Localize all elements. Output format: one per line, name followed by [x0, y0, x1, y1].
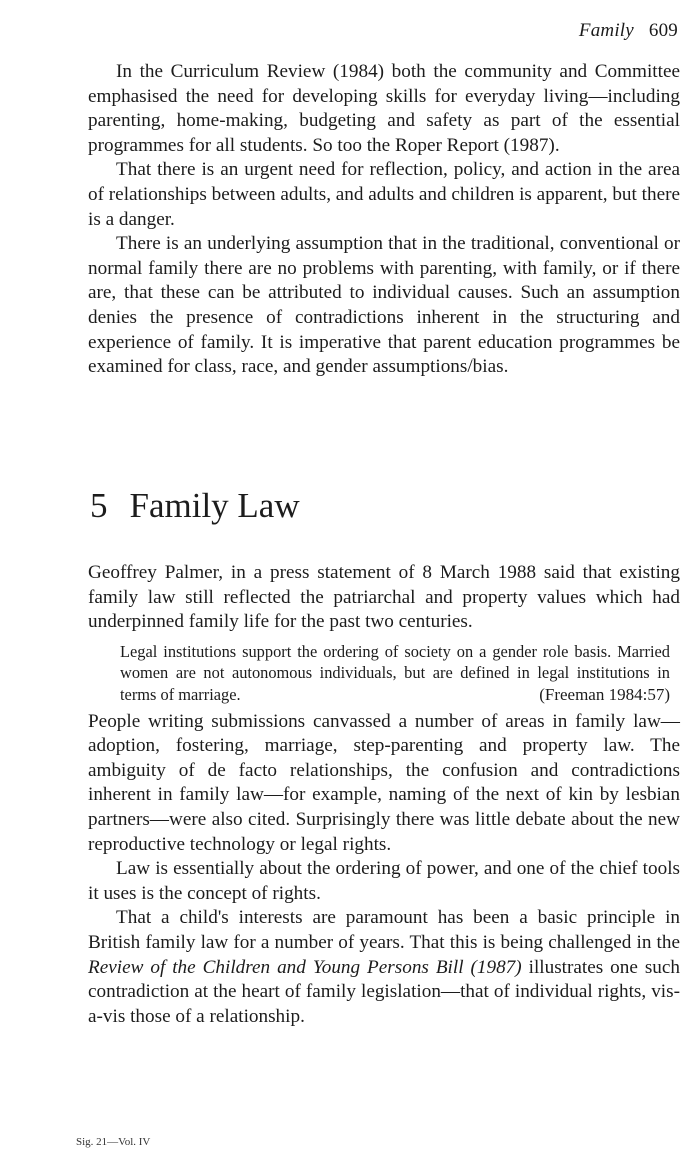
- section-heading: [90, 484, 300, 528]
- paragraph: People writing submissions canvassed a number of areas in family law—adoption, fostering, marriage, step-parenting and property law. The ambiguity of de facto relationships, the confusion and contradictions inherent in family law—for example, naming of the next of kin by lesbian partners—were also cited. Surprisingly there was little debate about the new reproductive technology or legal rights.: [88, 710, 680, 855]
- paragraph: Law is essentially about the ordering of power, and one of the chief tools it uses is the concept of rights.: [88, 858, 680, 904]
- section-body: [88, 561, 680, 1029]
- paragraph: Geoffrey Palmer, in a press statement of 8 March 1988 said that existing family law still reflected the patriarchal and property values which had underpinned family life for the past two centuries.: [88, 562, 680, 633]
- paragraph: [88, 906, 680, 1029]
- signature-mark: Sig. 21—Vol. IV: [76, 1136, 151, 1148]
- running-head-title: Family: [578, 20, 634, 41]
- paragraph: In the Curriculum Review (1984) both the community and Committee emphasised the need for developing skills for everyday living—including parenting, home-making, budgeting and safety as part of the essential programmes for all students. So too the Roper Report (1987).: [88, 61, 680, 156]
- page-number: 609: [648, 20, 678, 41]
- section-title: Family Law: [129, 486, 300, 525]
- running-head: [579, 20, 678, 42]
- paragraph-text: illustrates one such contradiction at the heart of family legislation—that of individual rights, vis-a-vis those of a relationship.: [88, 956, 680, 1027]
- quote-citation: (Freeman 1984:57): [539, 684, 670, 704]
- paragraph: That there is an urgent need for reflection, policy, and action in the area of relationships between adults, and adults and children is apparent, but there is a danger.: [88, 159, 680, 230]
- paragraph: There is an underlying assumption that in the traditional, conventional or normal family there are no problems with parenting, with family, or if there are, that these can be attributed to individual causes. Such an assumption denies the presence of contradictions inherent in the structuring and experience of family. It is imperative that parent education programmes be examined for class, race, and gender assumptions/bias.: [88, 233, 680, 378]
- block-quote: [120, 641, 670, 706]
- section-number: 5: [90, 486, 108, 525]
- intro-text: [88, 60, 680, 380]
- italic-title: Review of the Children and Young Persons Bill (1987): [88, 956, 522, 978]
- quote-text: Legal institutions support the ordering of society on a gender role basis. Married women are not autonomous individuals, but are defined in legal institutions in terms of marriage.: [120, 641, 670, 704]
- paragraph-text: That a child's interests are paramount has been a basic principle in British family law for a number of years. That this is being challenged in the: [88, 907, 680, 953]
